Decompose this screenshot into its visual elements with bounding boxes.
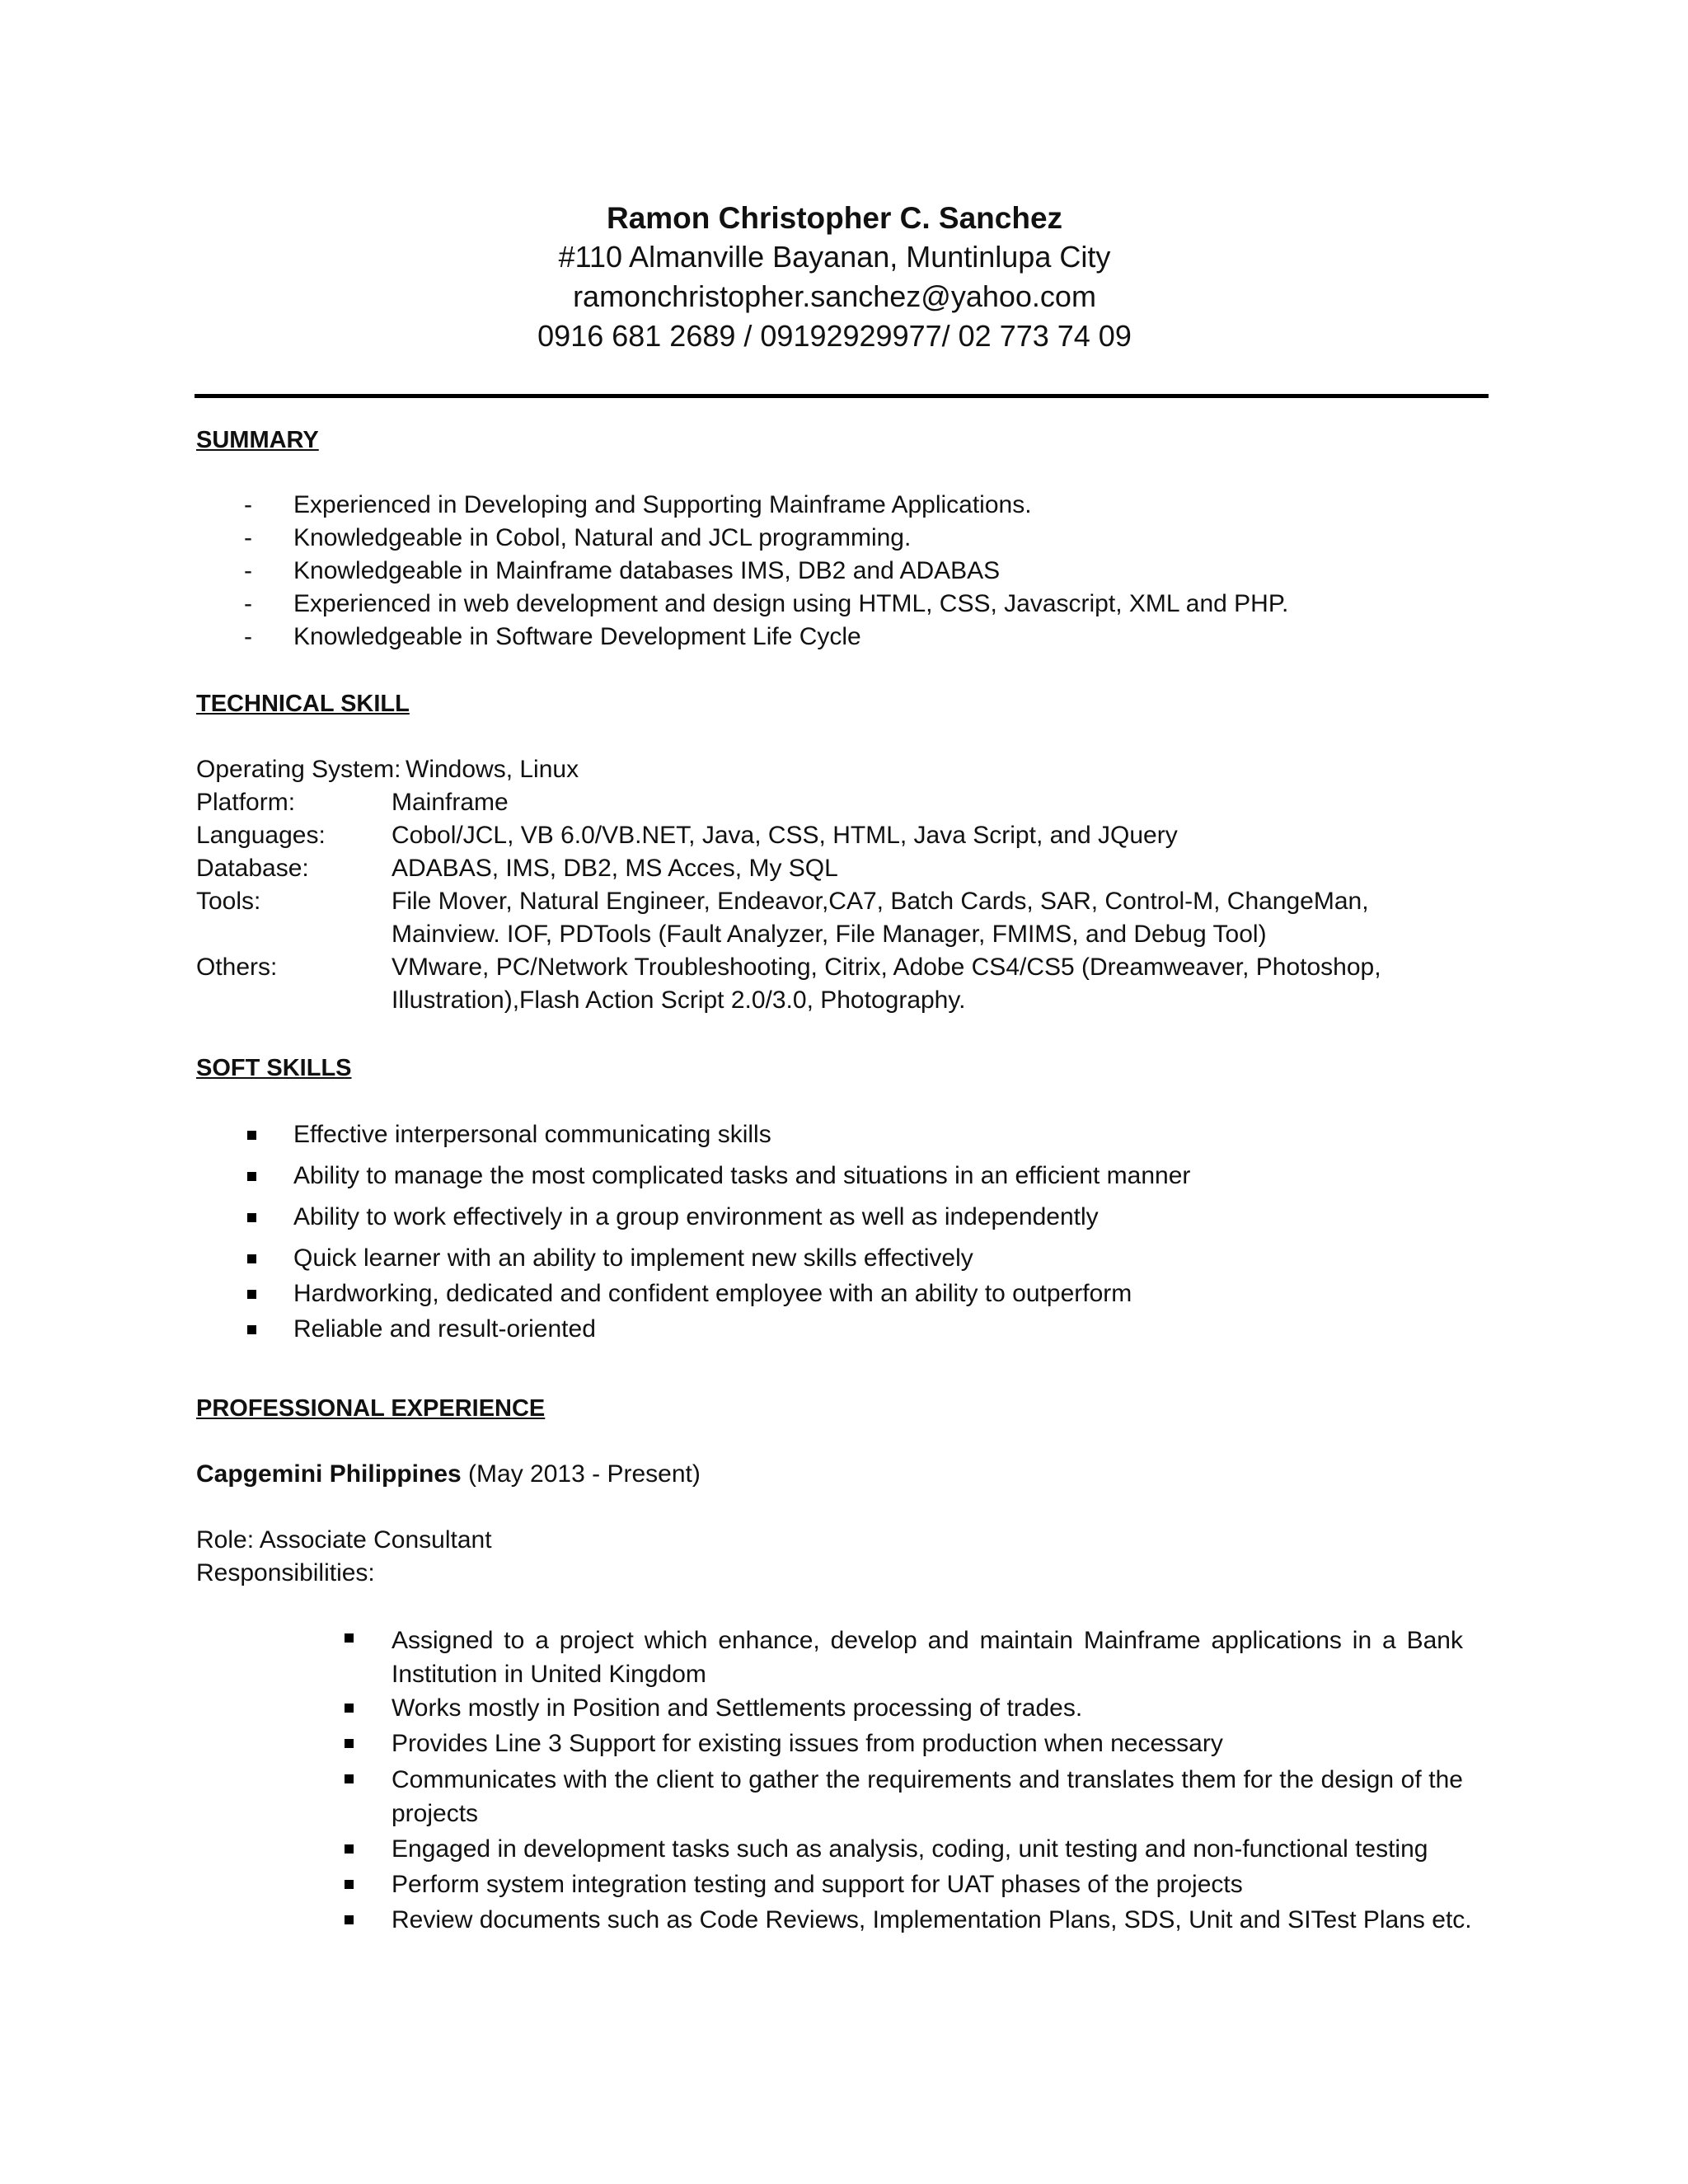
skill-label: Tools:	[196, 888, 261, 915]
skill-value: Cobol/JCL, VB 6.0/VB.NET, Java, CSS, HTML, Java Script, and JQuery	[392, 822, 1178, 849]
responsibility-text: Provides Line 3 Support for existing issues from production when necessary	[392, 1730, 1223, 1757]
soft-skill-text: Effective interpersonal communicating skills	[293, 1121, 771, 1148]
company-name: Capgemini Philippines	[196, 1460, 462, 1488]
responsibility-text: Engaged in development tasks such as analysis, coding, unit testing and non-functional testing	[392, 1835, 1428, 1863]
summary-item-text: Knowledgeable in Software Development Life Cycle	[293, 623, 861, 650]
experience-heading: PROFESSIONAL EXPERIENCE	[196, 1395, 546, 1422]
skill-value: Mainframe	[392, 789, 509, 816]
skill-value: ADABAS, IMS, DB2, MS Acces, My SQL	[392, 855, 838, 882]
responsibility-text: Works mostly in Position and Settlements processing of trades.	[392, 1694, 1083, 1722]
employment-period: (May 2013 - Present)	[461, 1460, 701, 1488]
skill-value-continued: Illustration),Flash Action Script 2.0/3.0, Photography.	[392, 987, 966, 1014]
summary-item-text: Knowledgeable in Cobol, Natural and JCL programming.	[293, 524, 912, 551]
square-bullet-icon	[247, 1131, 256, 1140]
soft-skill-text: Hardworking, dedicated and confident employee with an ability to outperform	[293, 1280, 1132, 1307]
square-bullet-icon	[345, 1915, 354, 1924]
responsibility-text: Assigned to a project which enhance, develop and maintain Mainframe applications in a Bank Institution in United Kingdom	[392, 1627, 1463, 1688]
square-bullet-icon	[345, 1844, 354, 1854]
dash-bullet: -	[244, 590, 252, 617]
role-line: Role: Associate Consultant	[196, 1526, 492, 1554]
soft-skill-text: Reliable and result-oriented	[293, 1315, 596, 1343]
square-bullet-icon	[345, 1774, 354, 1783]
dash-bullet: -	[244, 623, 252, 650]
summary-item-text: Experienced in Developing and Supporting Mainframe Applications.	[293, 491, 1032, 518]
dash-bullet: -	[244, 557, 252, 584]
dash-bullet: -	[244, 491, 252, 518]
soft-skill-text: Ability to work effectively in a group environment as well as independently	[293, 1203, 1099, 1230]
skill-label: Others:	[196, 954, 278, 981]
square-bullet-icon	[247, 1290, 256, 1299]
summary-item-text: Knowledgeable in Mainframe databases IMS, DB2 and ADABAS	[293, 557, 1001, 584]
candidate-address: #110 Almanville Bayanan, Muntinlupa City	[558, 240, 1111, 274]
skill-value: Windows, Linux	[406, 756, 579, 783]
candidate-name: Ramon Christopher C. Sanchez	[606, 201, 1063, 235]
skill-value: File Mover, Natural Engineer, Endeavor,CA7, Batch Cards, SAR, Control-M, ChangeMan,	[392, 888, 1369, 915]
responsibilities-label: Responsibilities:	[196, 1559, 375, 1586]
soft-skills-heading: SOFT SKILLS	[196, 1055, 352, 1081]
summary-heading: SUMMARY	[196, 427, 319, 453]
dash-bullet: -	[244, 524, 252, 551]
candidate-email: ramonchristopher.sanchez@yahoo.com	[573, 279, 1096, 313]
candidate-phones: 0916 681 2689 / 09192929977/ 02 773 74 09	[537, 319, 1132, 353]
skill-label: Languages:	[196, 822, 326, 849]
square-bullet-icon	[247, 1172, 256, 1181]
responsibility-text: Communicates with the client to gather the requirements and translates them for the design of the projects	[392, 1766, 1463, 1827]
square-bullet-icon	[345, 1633, 354, 1643]
summary-item-text: Experienced in web development and design using HTML, CSS, Javascript, XML and PHP.	[293, 590, 1289, 617]
responsibility-text: Perform system integration testing and support for UAT phases of the projects	[392, 1871, 1243, 1898]
skill-value: VMware, PC/Network Troubleshooting, Citrix, Adobe CS4/CS5 (Dreamweaver, Photoshop,	[392, 954, 1381, 981]
square-bullet-icon	[345, 1739, 354, 1748]
square-bullet-icon	[247, 1213, 256, 1222]
header-divider	[195, 394, 1489, 398]
skill-label: Platform:	[196, 789, 296, 816]
employer-line	[196, 1458, 701, 1491]
soft-skill-text: Ability to manage the most complicated tasks and situations in an efficient manner	[293, 1162, 1191, 1189]
square-bullet-icon	[345, 1704, 354, 1713]
soft-skill-text: Quick learner with an ability to implement new skills effectively	[293, 1244, 973, 1272]
square-bullet-icon	[247, 1325, 256, 1334]
skill-label: Database:	[196, 855, 309, 882]
skill-label: Operating System:	[196, 756, 401, 783]
skill-value-continued: Mainview. IOF, PDTools (Fault Analyzer, File Manager, FMIMS, and Debug Tool)	[392, 921, 1267, 948]
square-bullet-icon	[345, 1880, 354, 1889]
square-bullet-icon	[247, 1254, 256, 1263]
technical-skill-heading: TECHNICAL SKILL	[196, 691, 410, 717]
responsibility-text: Review documents such as Code Reviews, Implementation Plans, SDS, Unit and SITest Plans etc.	[392, 1906, 1472, 1933]
